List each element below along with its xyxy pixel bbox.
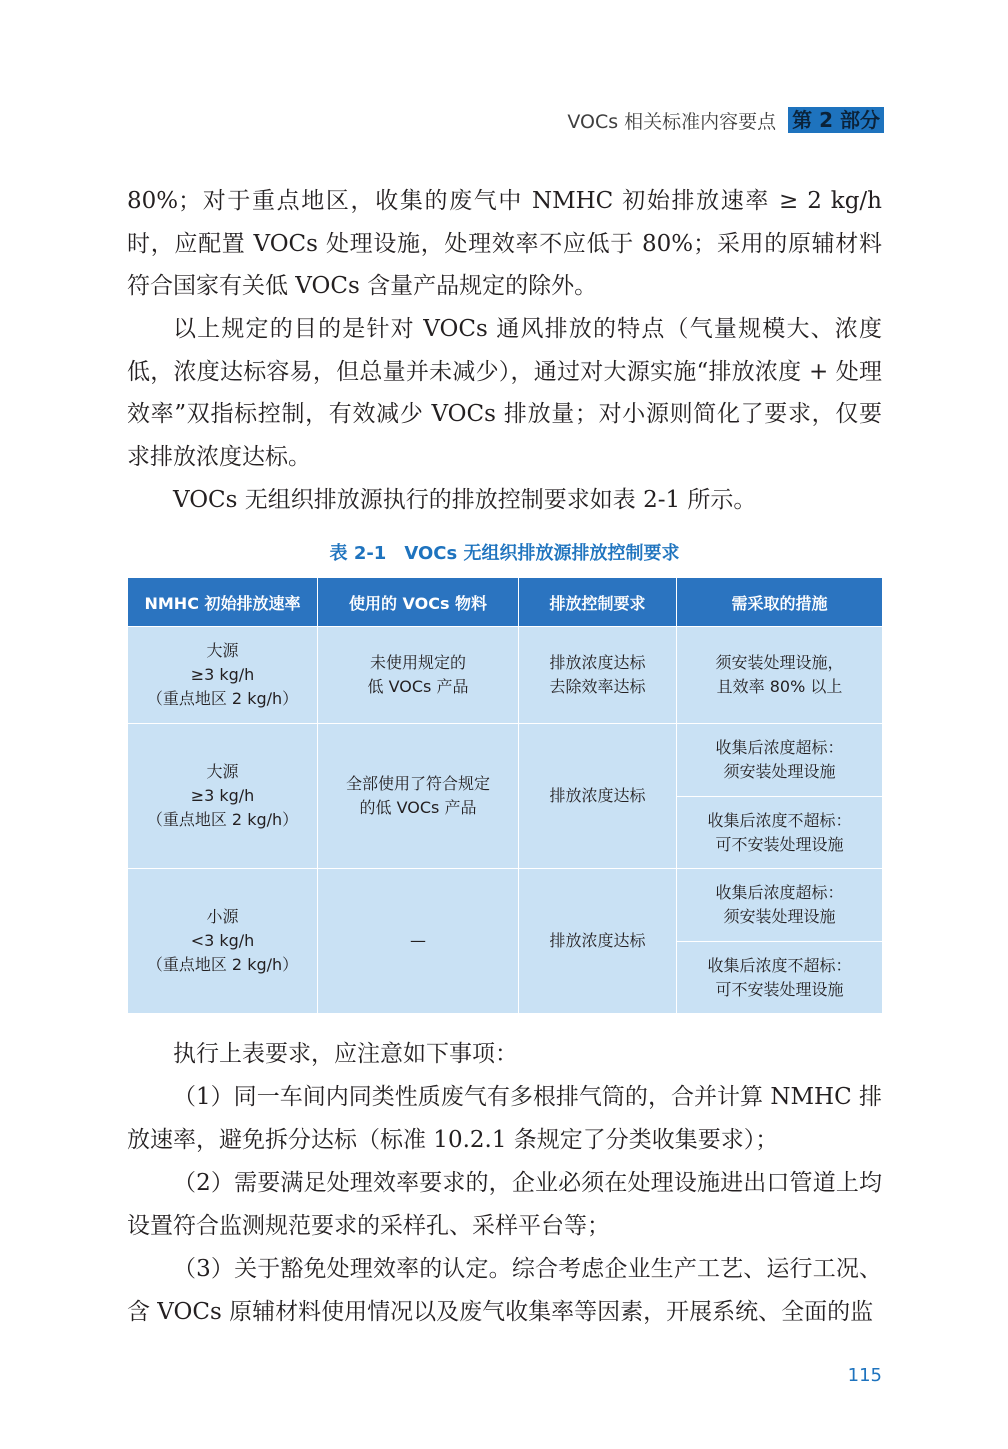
page-number: 115 (847, 1365, 882, 1386)
table-caption: 表 2-1 VOCs 无组织排放源排放控制要求 (329, 543, 680, 564)
header-part-badge: 第 2 部分 (788, 107, 884, 133)
cell-measure: 收集后浓度超标： 须安装处理设施 (677, 869, 883, 942)
paragraph-1: 80%；对于重点地区，收集的废气中 NMHC 初始排放速率 ≥ 2 kg/h 时，应配置 VOCs 处理设施，处理效率不应低于 80%；采用的原辅材料符合国家有关低 VOCs 含量产品规定的除外。 (127, 188, 882, 299)
table-header-row (128, 578, 883, 627)
cell-material: 全部使用了符合规定 的低 VOCs 产品 (318, 724, 519, 869)
col-header-rate: NMHC 初始排放速率 (128, 578, 318, 627)
cell-control: 排放浓度达标 去除效率达标 (519, 627, 677, 724)
header-title: VOCs 相关标准内容要点 (567, 110, 777, 133)
paragraph-7: （3）关于豁免处理效率的认定。综合考虑企业生产工艺、运行工况、含 VOCs 原辅材料使用情况以及废气收集率等因素，开展系统、全面的监 (127, 1256, 882, 1325)
col-header-material: 使用的 VOCs 物料 (318, 578, 519, 627)
running-header (567, 106, 884, 134)
table-row (128, 869, 883, 942)
col-header-measure: 需采取的措施 (677, 578, 883, 627)
cell-rate: 大源 ≥3 kg/h （重点地区 2 kg/h） (128, 724, 318, 869)
paragraph-3: VOCs 无组织排放源执行的排放控制要求如表 2-1 所示。 (173, 487, 757, 513)
paragraph-6: （2）需要满足处理效率要求的，企业必须在处理设施进出口管道上均设置符合监测规范要求的采样孔、采样平台等； (127, 1170, 882, 1239)
cell-control: 排放浓度达标 (519, 869, 677, 1014)
cell-measure: 收集后浓度超标： 须安装处理设施 (677, 724, 883, 797)
cell-material: 未使用规定的 低 VOCs 产品 (318, 627, 519, 724)
cell-rate: 大源 ≥3 kg/h （重点地区 2 kg/h） (128, 627, 318, 724)
cell-measure: 收集后浓度不超标： 可不安装处理设施 (677, 797, 883, 869)
cell-rate: 小源 <3 kg/h （重点地区 2 kg/h） (128, 869, 318, 1014)
cell-measure: 须安装处理设施， 且效率 80% 以上 (677, 627, 883, 724)
cell-measure: 收集后浓度不超标： 可不安装处理设施 (677, 942, 883, 1014)
paragraph-4: 执行上表要求，应注意如下事项： (173, 1041, 518, 1067)
cell-control: 排放浓度达标 (519, 724, 677, 869)
col-header-control: 排放控制要求 (519, 578, 677, 627)
table-row (128, 627, 883, 724)
table-row (128, 724, 883, 797)
cell-material: — (318, 869, 519, 1014)
paragraph-2: 以上规定的目的是针对 VOCs 通风排放的特点（气量规模大、浓度低，浓度达标容易，但总量并未减少），通过对大源实施“排放浓度 + 处理效率”双指标控制，有效减少 VOCs 排放量；对小源则简化了要求，仅要求排放浓度达标。 (127, 316, 882, 470)
emission-control-table (127, 577, 883, 1014)
paragraph-5: （1）同一车间内同类性质废气有多根排气筒的，合并计算 NMHC 排放速率，避免拆分达标（标准 10.2.1 条规定了分类收集要求）； (127, 1084, 882, 1153)
